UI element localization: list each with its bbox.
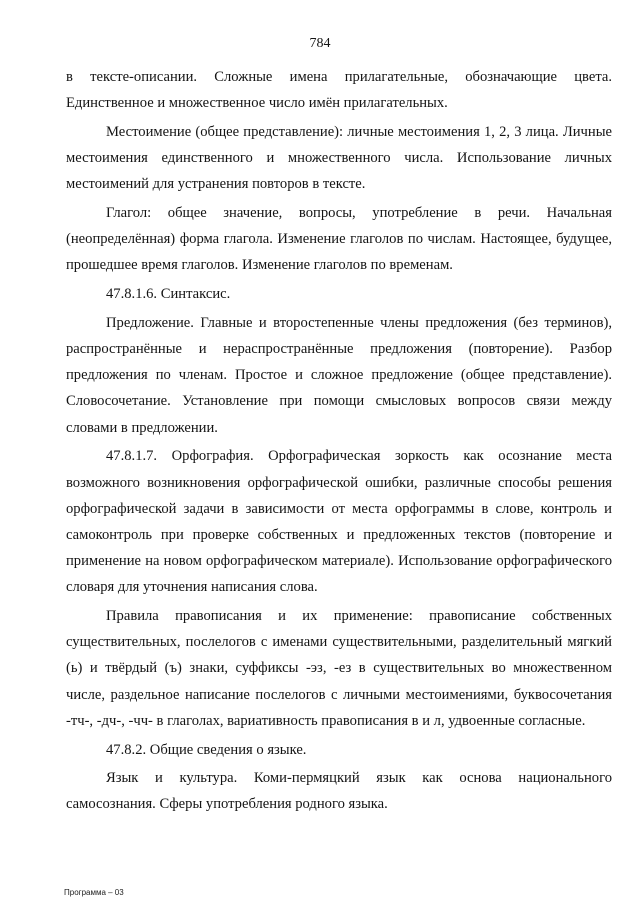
section-heading-language-info: 47.8.2. Общие сведения о языке. — [106, 741, 307, 758]
paragraph-orthography: 47.8.1.7. Орфография. Орфографическая зоркость как осознание места возможного возникновения орфографической ошибки, различные способы решения орфографической задачи в зависимости от места орфограммы в слове, контроль и самоконтроль при проверке собственных и предложенных текстов (повторение и применение на новом орфографическом материале). Использование орфографического словаря для уточнения написания слова. — [66, 448, 612, 596]
paragraph-language-culture: Язык и культура. Коми-пермяцкий язык как основа национального самосознания. Сферы употребления родного языка. — [66, 770, 612, 813]
paragraph-verb: Глагол: общее значение, вопросы, употребление в речи. Начальная (неопределённая) форма глагола. Изменение глаголов по числам. Настоящее, будущее, прошедшее время глаголов. Изменение глаголов по временам. — [66, 205, 612, 274]
paragraph-adjectives-continued: в тексте-описании. Сложные имена прилагательные, обозначающие цвета. Единственное и множественное число имён прилагательных. — [66, 69, 612, 112]
paragraph-spelling-rules: Правила правописания и их применение: правописание собственных существительных, послелогов с именами существительными, разделительный мягкий (ь) и твёрдый (ъ) знаки, суффиксы -эз, -ез в существительных во множественном числе, раздельное написание послелогов с личными местоимениями, буквосочетания -тч-, -дч-, -чч- в глаголах, вариативность правописания в и л, удвоенные согласные. — [66, 608, 612, 729]
paragraph-pronoun: Местоимение (общее представление): личные местоимения 1, 2, 3 лица. Личные местоимения единственного и множественного числа. Использование личных местоимений для устранения повторов в тексте. — [66, 123, 612, 193]
page-number: 784 — [309, 36, 331, 51]
page-body — [66, 64, 612, 820]
section-heading-syntax: 47.8.1.6. Синтаксис. — [106, 286, 231, 303]
page-footer: Программа – 03 — [64, 888, 124, 897]
paragraph-sentence: Предложение. Главные и второстепенные члены предложения (без терминов), распространённые и нераспространённые предложения (повторение). Разбор предложения по членам. Простое и сложное предложение (общее представление). Словосочетание. Установление при помощи смысловых вопросов связи между словами в предложении. — [66, 314, 612, 436]
